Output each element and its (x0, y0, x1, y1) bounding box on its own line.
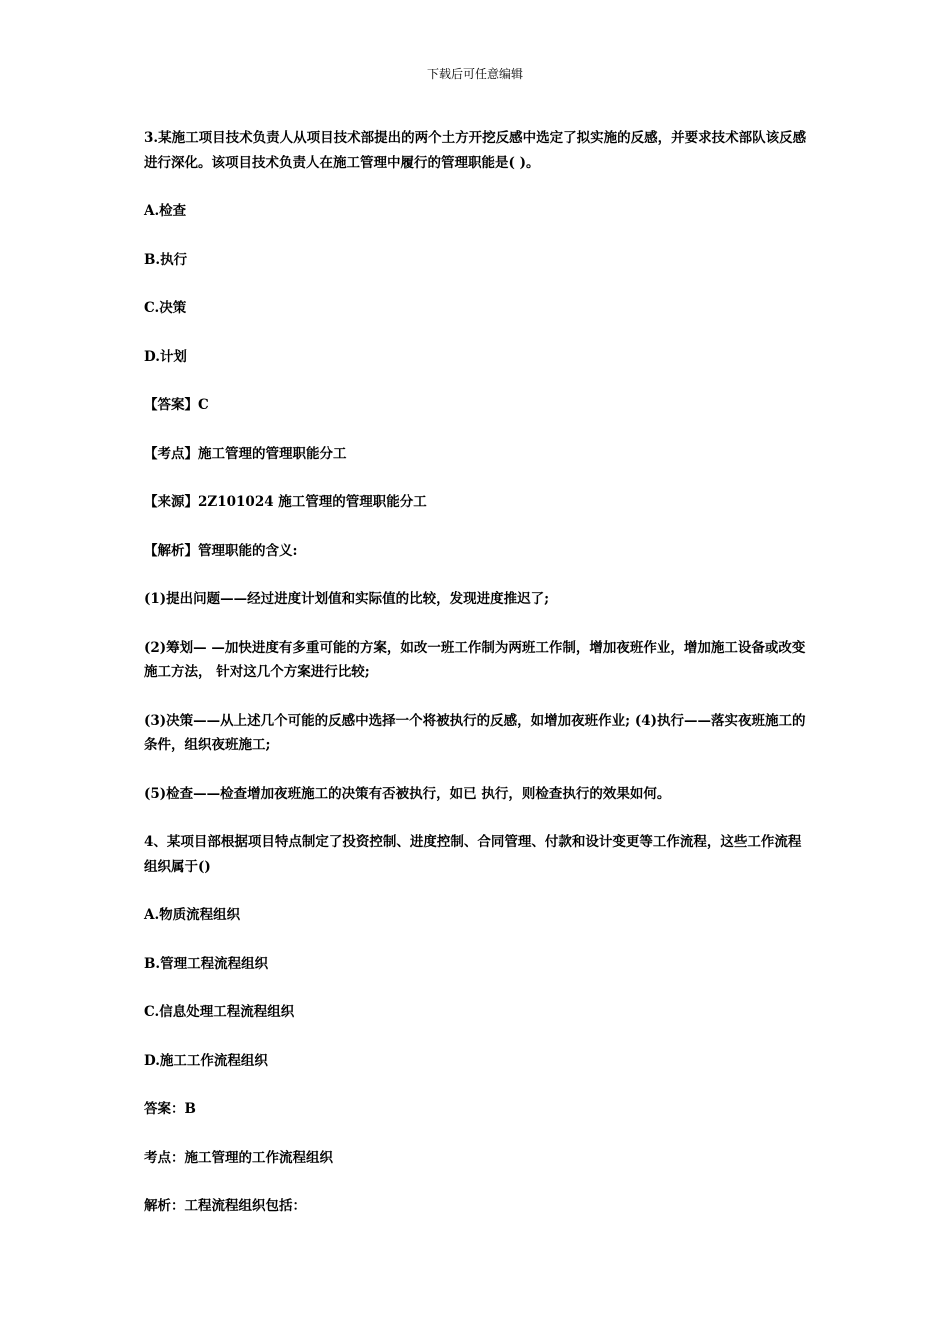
q3-option-d: D.计划 (144, 348, 187, 365)
q3-stem: 3.某施工项目技术负责人从项目技术部提出的两个土方开挖反感中选定了拟实施的反感，并要求技术部队该反感 进行深化。该项目技术负责人在施工管理中履行的管理职能是( )。 (144, 130, 807, 171)
q3-answer: 【答案】C (144, 397, 209, 413)
q4-option-c: C.信息处理工程流程组织 (144, 1004, 295, 1020)
q4-option-b: B.管理工程流程组织 (144, 955, 269, 972)
q4-option-a: A.物质流程组织 (144, 907, 241, 923)
q4-stem: 4、某项目部根据项目特点制定了投资控制、进度控制、合同管理、付款和设计变更等工作流程，这些工作流程组织属于() (144, 834, 802, 875)
q3-analysis-3: (3)决策——从上述几个可能的反感中选择一个将被执行的反感，如增加夜班作业; (4)执行——落实夜班施工的条件，组织夜班施工; (144, 712, 806, 753)
q3-source: 【来源】2Z101024 施工管理的管理职能分工 (144, 494, 427, 510)
q4-option-d: D.施工工作流程组织 (144, 1052, 268, 1069)
q3-option-a: A.检查 (144, 203, 187, 219)
q4-answer: 答案：B (144, 1101, 196, 1117)
q4-point: 考点：施工管理的工作流程组织 (144, 1149, 333, 1166)
q3-analysis-title: 【解析】管理职能的含义: (144, 542, 298, 559)
q3-option-b: B.执行 (144, 251, 188, 268)
q3-option-c: C.决策 (144, 300, 187, 316)
q3-analysis-2: (2)筹划— —加快进度有多重可能的方案，如改一班工作制为两班工作制，增加夜班作业，增加施工设备或改变施工方法， 针对这几个方案进行比较; (144, 639, 806, 680)
q3-analysis-1: (1)提出问题——经过进度计划值和实际值的比较，发现进度推迟了; (144, 591, 550, 607)
q4-analysis-title: 解析：工程流程组织包括： (144, 1198, 306, 1214)
q3-analysis-4: (5)检查——检查增加夜班施工的决策有否被执行，如已 执行，则检查执行的效果如何。 (144, 785, 671, 802)
q3-point: 【考点】施工管理的管理职能分工 (144, 445, 347, 462)
document-body (144, 126, 808, 1219)
page-header: 下载后可任意编辑 (426, 67, 523, 81)
